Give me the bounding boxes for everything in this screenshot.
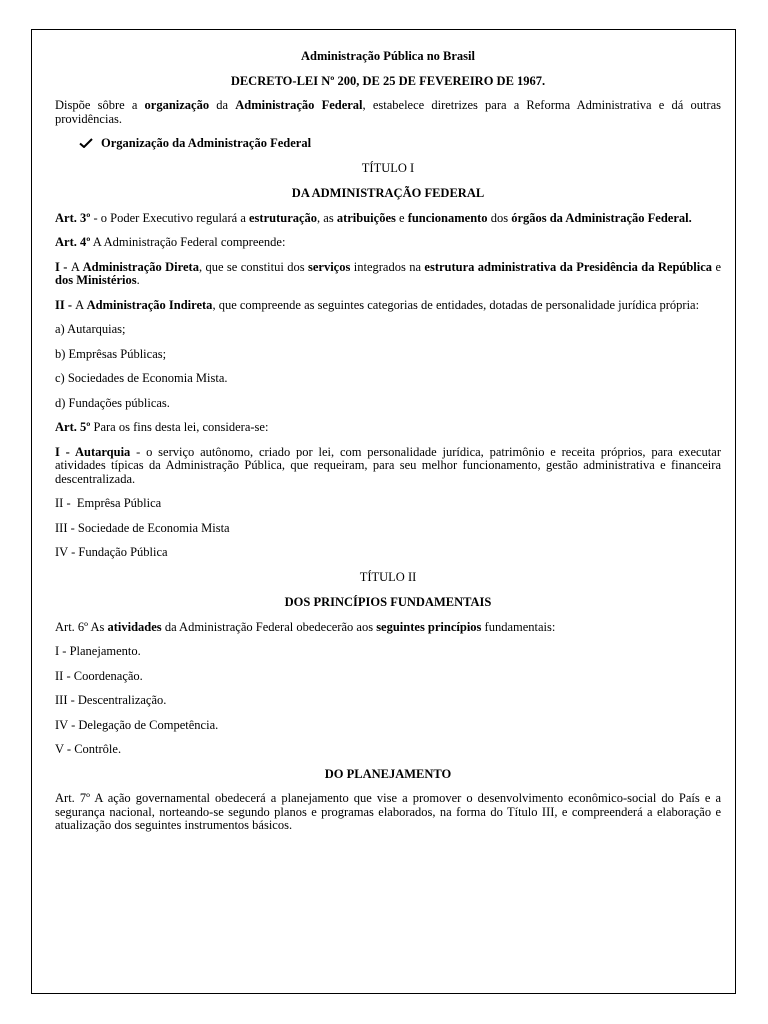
titulo-1-label: TÍTULO I: [361, 160, 415, 175]
art-5-item: III - Sociedade de Economia Mista: [55, 520, 230, 535]
principle-item: II - Coordenação.: [55, 668, 143, 683]
art-6-paragraph: Art. 6º As atividades da Administração Federal obedecerão aos seguintes princípios fundamentais:: [55, 619, 556, 634]
art-5-paragraph: Art. 5º Para os fins desta lei, considera-se:: [55, 420, 269, 434]
art-7-paragraph: Art. 7º A ação governamental obedecerá a planejamento que vise a promover o desenvolvimento econômico-social do País e a segurança nacional, norteando-se segundo planos e programas elaborados, na forma do Título III, e compreenderá a elaboração e atualização dos seguintes instrumentos básicos.: [55, 791, 721, 832]
titulo-2-heading: DOS PRINCÍPIOS FUNDAMENTAIS: [284, 595, 492, 609]
titulo-1-heading: DA ADMINISTRAÇÃO FEDERAL: [291, 186, 485, 200]
art-4-paragraph: Art. 4º A Administração Federal compreende:: [55, 235, 286, 249]
category-item: c) Sociedades de Economia Mista.: [55, 371, 228, 385]
checkmark-icon: [79, 138, 93, 148]
checklist-item: [79, 137, 721, 151]
planejamento-heading: DO PLANEJAMENTO: [324, 766, 452, 781]
principle-item: IV - Delegação de Competência.: [55, 717, 219, 732]
art-4-inciso-ii: II - A Administração Indireta, que compreende as seguintes categorias de entidades, dotadas de personalidade jurídica própria:: [55, 297, 700, 312]
art-5-item: II - Emprêsa Pública: [55, 496, 162, 510]
principle-item: V - Contrôle.: [55, 742, 122, 756]
art-3-paragraph: Art. 3º - o Poder Executivo regulará a estruturação, as atribuições e funcionamento dos órgãos da Administração Federal.: [55, 210, 692, 225]
intro-paragraph: Dispõe sôbre a organização da Administração Federal, estabelece diretrizes para a Reforma Administrativa e dá outras providências.: [55, 98, 721, 126]
art-4-inciso-i: I - A Administração Direta, que se constitui dos serviços integrados na estrutura administrativa da Presidência da República e dos Ministérios.: [55, 259, 721, 287]
decree-heading: DECRETO-LEI Nº 200, DE 25 DE FEVEREIRO DE 1967.: [230, 73, 546, 88]
principle-item: III - Descentralização.: [55, 693, 167, 707]
art-5-inciso-i: I - Autarquia - o serviço autônomo, criado por lei, com personalidade jurídica, patrimônio e receita próprios, para executar atividades típicas da Administração Pública, que requeiram, para seu melhor funcionamento, gestão administrativa e financeira descentralizada.: [55, 444, 721, 486]
principle-item: I - Planejamento.: [55, 644, 141, 658]
category-item: a) Autarquias;: [55, 322, 126, 336]
category-item: d) Fundações públicas.: [55, 395, 170, 410]
document-body: [55, 50, 721, 844]
category-item: b) Emprêsas Públicas;: [55, 346, 167, 361]
titulo-2-label: TÍTULO II: [359, 569, 417, 584]
document-title: Administração Pública no Brasil: [301, 49, 475, 63]
checklist-label: Organização da Administração Federal: [101, 136, 312, 150]
art-5-item: IV - Fundação Pública: [55, 545, 168, 559]
